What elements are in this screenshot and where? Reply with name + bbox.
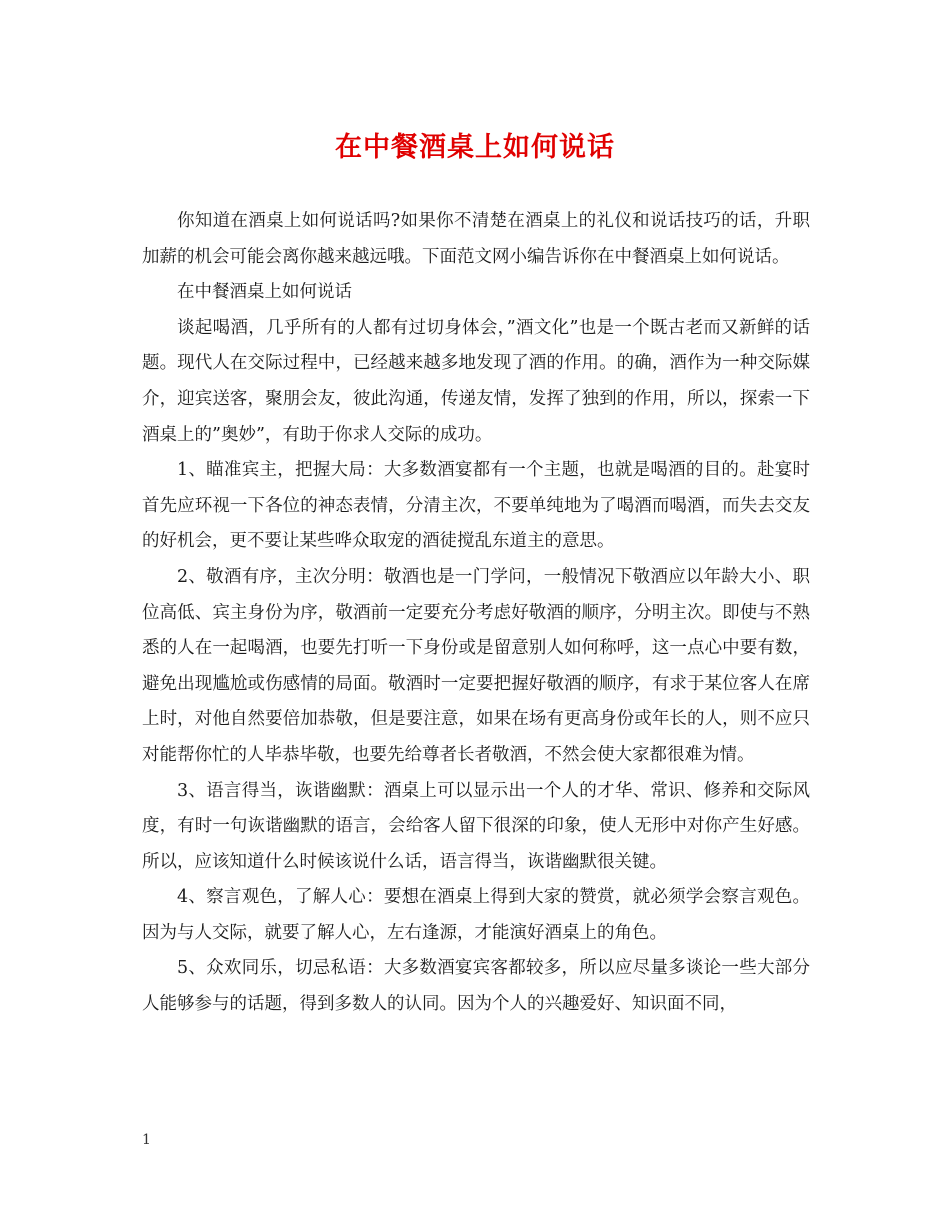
paragraph-intro: 你知道在酒桌上如何说话吗?如果你不清楚在酒桌上的礼仪和说话技巧的话，升职加薪的机会可能会离你越来越远哦。下面范文网小编告诉你在中餐酒桌上如何说话。 [142, 211, 810, 267]
document-title: 在中餐酒桌上如何说话 [335, 132, 615, 163]
paragraph-tip-3: 3、语言得当，诙谐幽默：酒桌上可以显示出一个人的才华、常识、修养和交际风度，有时一句诙谐幽默的语言，会给客人留下很深的印象，使人无形中对你产生好感。所以，应该知道什么时候该说什么话，语言得当，诙谐幽默很关键。 [142, 780, 810, 872]
paragraph-wine-culture: 谈起喝酒，几乎所有的人都有过切身体会，”酒文化”也是一个既古老而又新鲜的话题。现代人在交际过程中，已经越来越多地发现了酒的作用。的确，酒作为一种交际媒介，迎宾送客，聚朋会友，彼此沟通，传递友情，发挥了独到的作用，所以，探索一下酒桌上的”奥妙”，有助于你求人交际的成功。 [142, 317, 810, 445]
paragraph-tip-1: 1、瞄准宾主，把握大局：大多数酒宴都有一个主题，也就是喝酒的目的。赴宴时首先应环视一下各位的神态表情，分清主次，不要单纯地为了喝酒而喝酒，而失去交友的好机会，更不要让某些哗众取宠的酒徒搅乱东道主的意思。 [142, 460, 810, 552]
page-number: 1 [142, 1132, 151, 1148]
paragraph-tip-2: 2、敬酒有序，主次分明：敬酒也是一门学问，一般情况下敬酒应以年龄大小、职位高低、宾主身份为序，敬酒前一定要充分考虑好敬酒的顺序，分明主次。即使与不熟悉的人在一起喝酒，也要先打听一下身份或是留意别人如何称呼，这一点心中要有数，避免出现尴尬或伤感情的局面。敬酒时一定要把握好敬酒的顺序，有求于某位客人在席上时，对他自然要倍加恭敬，但是要注意，如果在场有更高身份或年长的人，则不应只对能帮你忙的人毕恭毕敬，也要先给尊者长者敬酒，不然会使大家都很难为情。 [142, 566, 810, 765]
paragraph-tip-4: 4、察言观色，了解人心：要想在酒桌上得到大家的赞赏，就必须学会察言观色。因为与人交际，就要了解人心，左右逢源，才能演好酒桌上的角色。 [142, 887, 810, 943]
document-body [142, 204, 810, 1023]
paragraph-tip-5: 5、众欢同乐，切忌私语：大多数酒宴宾客都较多，所以应尽量多谈论一些大部分人能够参与的话题，得到多数人的认同。因为个人的兴趣爱好、知识面不同， [142, 958, 810, 1015]
paragraph-subheading: 在中餐酒桌上如何说话 [177, 282, 352, 303]
